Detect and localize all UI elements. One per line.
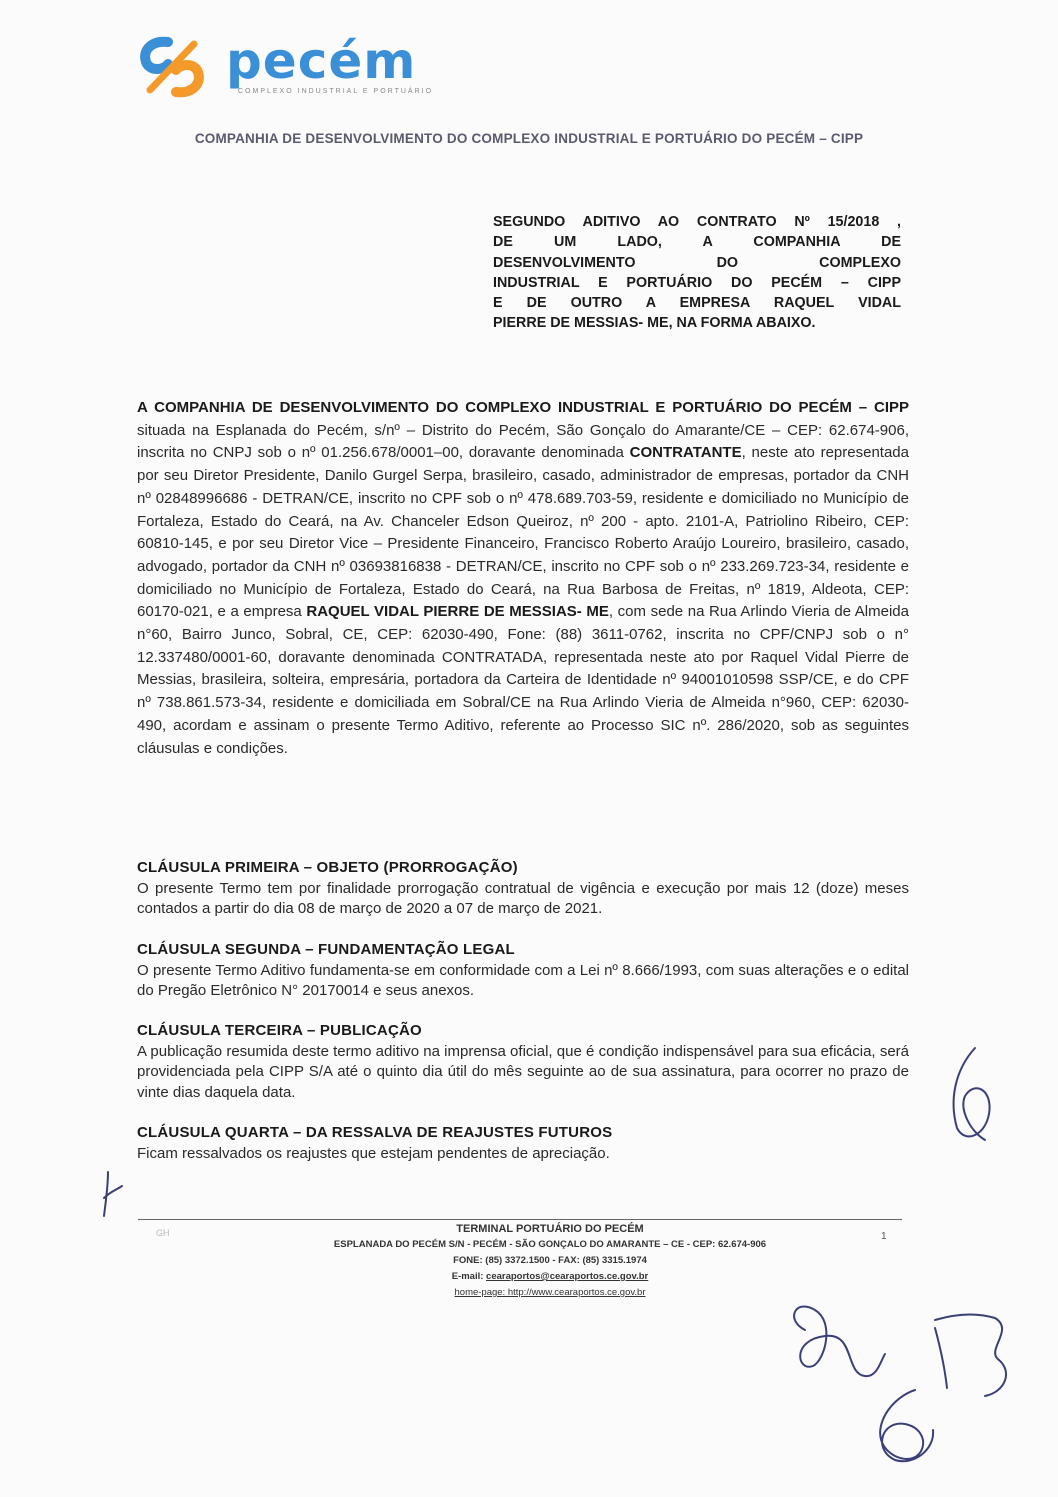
footer-phone: FONE: (85) 3372.1500 - FAX: (85) 3315.1974 <box>453 1255 647 1266</box>
footer-email-label: E-mail: <box>451 1271 487 1282</box>
footer-email-link[interactable]: cearaportos@cearaportos.ce.gov.br <box>486 1271 649 1282</box>
initial-signature-left <box>98 1168 128 1223</box>
pecem-logo-mark-icon <box>138 36 206 98</box>
footer-homepage-link[interactable]: home-page: http://www.cearaportos.ce.gov.br <box>454 1287 646 1298</box>
contracting-party-name: A COMPANHIA DE DESENVOLVIMENTO DO COMPLEXO INDUSTRIAL E PORTUÁRIO DO PECÉM – CIPP <box>137 399 909 416</box>
logo-wordmark: pecém <box>226 32 417 90</box>
contratante-label: CONTRATANTE <box>629 444 742 462</box>
clause-text: A publicação resumida deste termo aditivo na imprensa oficial, que é condição indispensável para sua eficácia, será providenciada pela CIPP S/A até o quinto dia útil do mês seguinte ao de sua assinatura, para ocorrer no prazo de vinte dias daquela data. <box>137 1042 909 1101</box>
clause-third <box>137 1021 909 1103</box>
contracted-party-name: RAQUEL VIDAL PIERRE DE MESSIAS- ME <box>306 603 609 621</box>
clause-second <box>137 940 909 1002</box>
preamble-text: situada na Esplanada do Pecém, s/nº – Distrito do Pecém, São Gonçalo do Amarante/CE – CEP: 62.674-906, inscrita no CNPJ sob o nº 01.256.678/0001–00, doravante denominada <box>137 421 909 462</box>
contract-title-line: SEGUNDO ADITIVO AO CONTRATO Nº 15/2018 , <box>493 214 901 230</box>
footer-title: TERMINAL PORTUÁRIO DO PECÉM <box>456 1223 644 1235</box>
preamble-text: , neste ato representada por seu Diretor Presidente, Danilo Gurgel Serpa, brasileiro, casado, administrador de empresas, portador da CNH nº 02848996686 - DETRAN/CE, inscrito no CPF sob o nº 478.689.703-59, residente e domiciliado no Município de Fortaleza, Estado do Ceará, na Av. Chanceler Edson Queiroz, nº 200 - apto. 2101-A, Patriolino Ribeiro, CEP: 60810-145, e por seu Diretor Vice – Presidente Financeiro, Francisco Roberto Araújo Loureiro, brasileiro, casado, advogado, portador da CNH nº 03693816838 - DETRAN/CE, inscrito no CPF sob o nº 233.269.723-34, residente e domiciliado no Município de Fortaleza, Estado do Ceará, na Rua Barbosa de Freitas, nº 1819, Aldeota, CEP: 60170-021, e a empresa <box>137 444 909 621</box>
preamble-text: , com sede na Rua Arlindo Vieria de Almeida n°60, Bairro Junco, Sobral, CE, CEP: 62030-490, Fone: (88) 3611-0762, inscrita no CPF/CNPJ sob o n° 12.337480/0001-60, doravante denominada CONTRATADA, representada neste ato por Raquel Vidal Pierre de Messias, brasileira, solteira, empresária, portadora da Carteira de Identidade nº 94001010598 SSP/CE, e do CPF nº 738.861.573-34, residente e domiciliada em Sobral/CE na Rua Arlindo Vieria de Almeida n°960, CEP: 62030-490, acordam e assinam o presente Termo Aditivo, referente ao Processo SIC nº. 286/2020, sob as seguintes cláusulas e condições. <box>137 603 909 757</box>
footer-address: ESPLANADA DO PECÉM S/N - PECÉM - SÃO GONÇALO DO AMARANTE – CE - CEP: 62.674-906 <box>333 1239 767 1250</box>
clause-title: CLÁUSULA TERCEIRA – PUBLICAÇÃO <box>137 1022 422 1039</box>
contract-title-line: E DE OUTRO A EMPRESA RAQUEL VIDAL <box>493 295 901 312</box>
footer-divider <box>138 1219 902 1220</box>
footer-email-line <box>250 1269 850 1285</box>
clause-fourth <box>137 1123 909 1164</box>
footer-homepage-line <box>250 1285 850 1301</box>
logo-tagline: COMPLEXO INDUSTRIAL E PORTUÁRIO <box>238 88 434 95</box>
initial-signature-right <box>935 1040 1005 1150</box>
clause-title: CLÁUSULA PRIMEIRA – OBJETO (PRORROGAÇÃO) <box>137 859 518 876</box>
signature-bottom-right <box>785 1300 1025 1480</box>
clause-first <box>137 858 909 920</box>
contract-title-line: PIERRE DE MESSIAS- ME, NA FORMA ABAIXO. <box>493 315 816 332</box>
company-header: COMPANHIA DE DESENVOLVIMENTO DO COMPLEXO INDUSTRIAL E PORTUÁRIO DO PECÉM – CIPP <box>194 131 864 146</box>
footer <box>250 1221 850 1301</box>
contract-title-line: DE UM LADO, A COMPANHIA DE <box>493 234 901 251</box>
page-number: 1 <box>881 1231 887 1242</box>
clause-title: CLÁUSULA SEGUNDA – FUNDAMENTAÇÃO LEGAL <box>137 941 515 958</box>
contract-title <box>493 212 901 334</box>
clause-text: Ficam ressalvados os reajustes que estejam pendentes de apreciação. <box>137 1144 610 1162</box>
clause-text: O presente Termo tem por finalidade prorrogação contratual de vigência e execução por mais 12 (doze) meses contados a partir do dia 08 de março de 2020 a 07 de março de 2021. <box>137 879 909 917</box>
contract-title-line: INDUSTRIAL E PORTUÁRIO DO PECÉM – CIPP <box>493 274 901 291</box>
clause-text: O presente Termo Aditivo fundamenta-se em conformidade com a Lei nº 8.666/1993, com suas alterações e o edital do Pregão Eletrônico N° 20170014 e seus anexos. <box>137 961 909 999</box>
footer-left-mark: GH <box>156 1228 170 1238</box>
contract-title-line: DESENVOLVIMENTO DO COMPLEXO <box>493 254 901 271</box>
pecem-logo <box>138 32 438 106</box>
preamble-paragraph <box>137 397 909 760</box>
clause-title: CLÁUSULA QUARTA – DA RESSALVA DE REAJUSTES FUTUROS <box>137 1124 613 1141</box>
